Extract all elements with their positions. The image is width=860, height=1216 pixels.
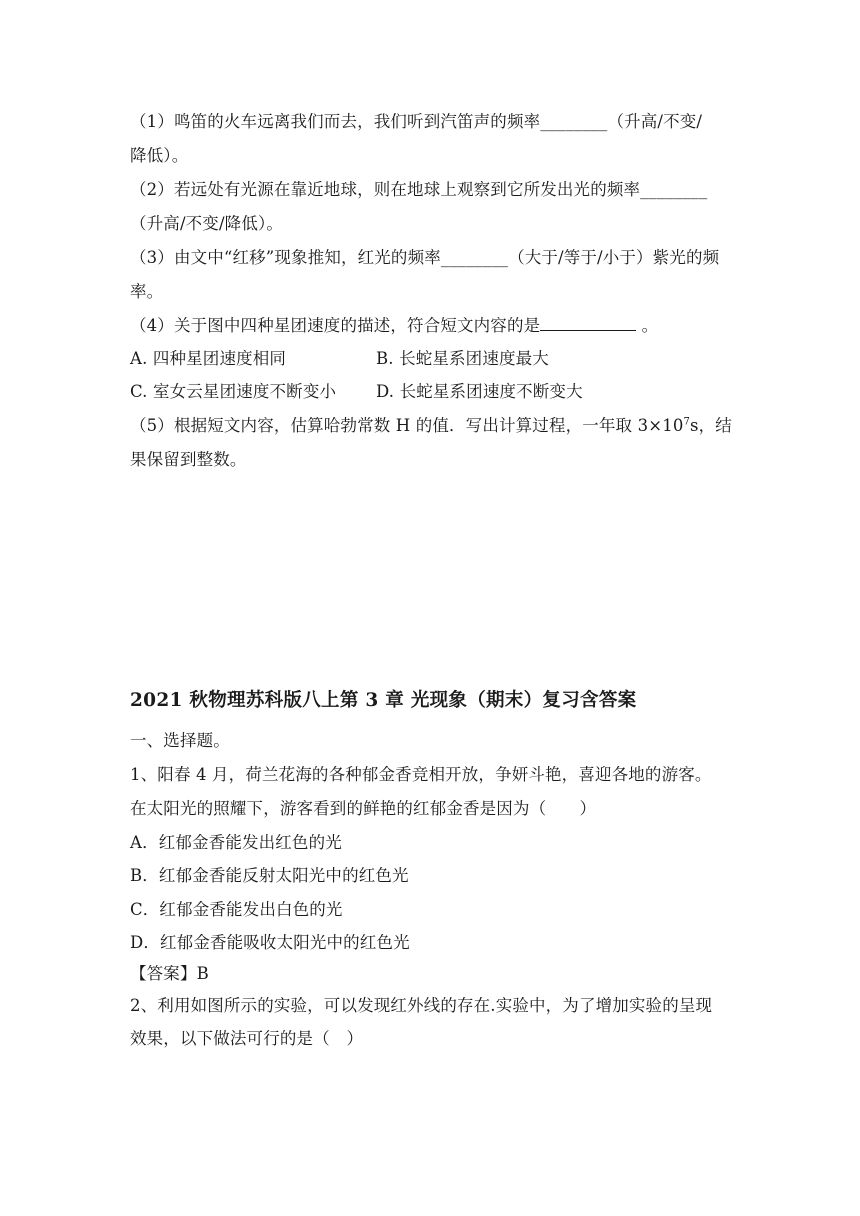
q-part1-item1-line2: 降低）。 <box>130 146 189 165</box>
q-part1-item3-line2: 率。 <box>130 282 164 301</box>
answer-blank <box>540 316 636 331</box>
q-part1-item4-suffix: 。 <box>636 316 659 335</box>
document-title: 2021 秋物理苏科版八上第 3 章 光现象（期末）复习含答案 <box>130 690 637 711</box>
q-part1-item4-text: （4）关于图中四种星团速度的描述，符合短文内容的是 <box>130 316 541 335</box>
item5-suffix: s，结 <box>690 416 732 435</box>
q-part1-item2-line2: （升高/不变/降低）。 <box>130 214 284 233</box>
section-heading: 一、选择题。 <box>130 731 230 750</box>
q-part1-item2-line1: （2）若远处有光源在靠近地球，则在地球上观察到它所发出光的频率________ <box>130 180 708 199</box>
q-part1-item4 <box>130 316 735 336</box>
option-d: D. 长蛇星系团速度不断变大 <box>376 382 583 401</box>
item5-text: （5）根据短文内容，估算哈勃常数 H 的值．写出计算过程，一年取 3×10 <box>130 416 684 435</box>
q1-option-a: A．红郁金香能发出红色的光 <box>130 833 342 852</box>
q2-stem-line2: 效果，以下做法可行的是（ ） <box>130 1029 364 1048</box>
q1-option-b: B．红郁金香能反射太阳光中的红色光 <box>130 866 409 885</box>
q1-option-d: D．红郁金香能吸收太阳光中的红色光 <box>130 933 410 952</box>
exponent: 7 <box>683 416 691 428</box>
option-a: A. 四种星团速度相同 <box>130 349 287 368</box>
q-part1-options-row1 <box>130 349 735 369</box>
q-part1-item5-line1 <box>130 416 735 436</box>
q-part1-item5-line2: 果保留到整数。 <box>130 450 247 469</box>
q-part1-options-row2 <box>130 382 735 402</box>
option-b: B. 长蛇星系团速度最大 <box>376 349 549 368</box>
q1-stem-line1: 1、阳春 4 月，荷兰花海的各种郁金香竞相开放，争妍斗艳，喜迎各地的游客。 <box>130 765 712 784</box>
option-c: C. 室女云星团速度不断变小 <box>130 382 337 401</box>
q-part1-item3-line1: （3）由文中“红移”现象推知，红光的频率________（大于/等于/小于）紫光的频 <box>130 248 720 267</box>
q2-stem-line1: 2、利用如图所示的实验，可以发现红外线的存在.实验中，为了增加实验的呈现 <box>130 996 713 1015</box>
q-part1-item1-line1: （1）鸣笛的火车远离我们而去，我们听到汽笛声的频率________（升高/不变/ <box>130 112 703 131</box>
q1-answer: 【答案】B <box>130 964 209 983</box>
q1-stem-line2: 在太阳光的照耀下，游客看到的鲜艳的红郁金香是因为（ ） <box>130 799 597 818</box>
q1-option-c: C．红郁金香能发出白色的光 <box>130 900 343 919</box>
